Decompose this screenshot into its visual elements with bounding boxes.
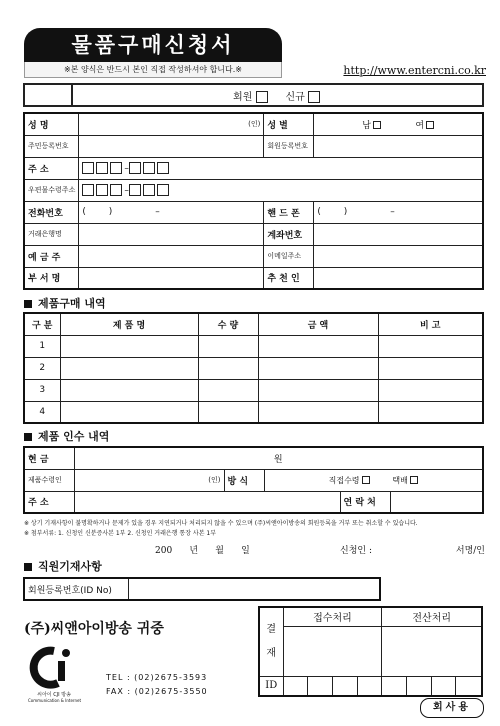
mail-address-label: 우편물수령주소 <box>24 179 79 201</box>
dept-field[interactable] <box>79 267 264 289</box>
square-bullet-icon <box>24 433 32 441</box>
purchase-header-remarks: 비 고 <box>378 313 483 335</box>
referrer-field[interactable] <box>314 267 483 289</box>
office-use-badge: 회사용 <box>420 698 484 718</box>
reception-sign-field[interactable] <box>283 626 382 676</box>
depositor-label: 예 금 주 <box>24 245 79 267</box>
table-row: 1 <box>24 335 60 357</box>
female-checkbox[interactable] <box>426 121 434 129</box>
gender-field <box>314 113 483 135</box>
male-label: 남 <box>362 120 371 131</box>
direct-checkbox[interactable] <box>362 476 370 484</box>
purchase-header-quantity: 수 량 <box>198 313 258 335</box>
reception-label: 접수처리 <box>283 607 382 626</box>
purchase-header-amount: 금 액 <box>258 313 378 335</box>
table-row: 4 <box>24 401 60 423</box>
note-line-2: ※ 첨부서류: 1. 신청인 신분증사본 1부 2. 신청인 거래은행 통장 사본 1부 <box>24 530 217 537</box>
applicant-table <box>23 112 484 290</box>
email-field[interactable] <box>314 245 483 267</box>
purchase-section-title: 제품구매 내역 <box>24 295 106 311</box>
staff-table <box>23 577 381 601</box>
member-checkbox[interactable] <box>256 91 268 103</box>
member-label: 회원 <box>233 91 253 103</box>
mail-address-field[interactable]: – <box>79 179 483 201</box>
dept-label: 부 서 명 <box>24 267 79 289</box>
square-bullet-icon <box>24 300 32 308</box>
table-row: 2 <box>24 357 60 379</box>
address-field[interactable]: – <box>79 157 483 179</box>
member-no-field[interactable] <box>314 135 483 157</box>
female-label: 여 <box>415 120 425 131</box>
gender-label: 성 별 <box>264 113 314 135</box>
company-fax: FAX : (02)2675-3550 <box>106 687 208 696</box>
jumin-label: 주민등록번호 <box>24 135 79 157</box>
receipt-address-field[interactable] <box>74 491 340 513</box>
website-link[interactable]: http://www.entercni.co.kr <box>343 64 486 77</box>
name-field[interactable] <box>79 113 264 135</box>
name-label: 성 명 <box>24 113 79 135</box>
computer-label: 전산처리 <box>382 607 482 626</box>
company-tel: TEL : (02)2675-3593 <box>106 673 208 682</box>
mobile-label: 핸 드 폰 <box>264 201 314 223</box>
address-label: 주 소 <box>24 157 79 179</box>
staff-member-no-label: 회원등록번호(ID No) <box>24 578 128 600</box>
bank-label: 거래은행명 <box>24 223 79 245</box>
note-line-1: ※ 상기 기재사항이 불명확하거나 문제가 있을 경우 지연되거나 처리되지 않을 수 있으며 (주)씨앤아이방송의 회원등록을 거부 또는 취소할 수 있습니다. <box>24 520 418 527</box>
contact-field[interactable] <box>390 491 483 513</box>
id-label: ID <box>259 676 283 696</box>
square-bullet-icon <box>24 563 32 571</box>
new-label: 신규 <box>285 91 305 103</box>
name-seal: (인) <box>248 120 261 129</box>
member-no-label: 회원등록번호 <box>264 135 314 157</box>
mobile-field[interactable]: ( ) – <box>314 201 483 223</box>
purchase-header-product: 제 품 명 <box>60 313 198 335</box>
account-label: 계좌번호 <box>264 223 314 245</box>
date-line: 200 년 월 일 신청인 : 서명/인 <box>155 546 485 556</box>
form-title: 물품구매신청서 <box>24 28 282 62</box>
member-type-table <box>23 83 484 107</box>
courier-checkbox[interactable] <box>410 476 418 484</box>
staff-member-no-field[interactable] <box>128 578 380 600</box>
receipt-address-label: 주 소 <box>24 491 74 513</box>
phone-field[interactable]: ( ) – <box>79 201 264 223</box>
jumin-field[interactable] <box>79 135 264 157</box>
table-row: 3 <box>24 379 60 401</box>
cash-field[interactable]: 원 <box>74 447 483 469</box>
purchase-table <box>23 312 484 424</box>
computer-sign-field[interactable] <box>382 626 482 676</box>
receipt-section-title: 제품 인수 내역 <box>24 428 109 444</box>
staff-section-title: 직원기재사항 <box>24 558 102 574</box>
email-label: 이메일주소 <box>264 245 314 267</box>
receipt-table <box>23 446 484 514</box>
cash-label: 현 금 <box>24 447 74 469</box>
receiver-field[interactable]: (인) <box>74 469 224 491</box>
new-checkbox[interactable] <box>308 91 320 103</box>
company-name: (주)씨앤아이방송 귀중 <box>24 621 164 637</box>
phone-label: 전화번호 <box>24 201 79 223</box>
depositor-field[interactable] <box>79 245 264 267</box>
method-label: 방 식 <box>224 469 264 491</box>
receiver-label: 제품수령인 <box>24 469 74 491</box>
purchase-header-category: 구 분 <box>24 313 60 335</box>
form-notice: ※본 양식은 반드시 본인 직접 작성하셔야 합니다.※ <box>24 62 282 78</box>
method-field: 직접수령 택배 <box>264 469 483 491</box>
male-checkbox[interactable] <box>373 121 381 129</box>
account-field[interactable] <box>314 223 483 245</box>
contact-label: 연 락 처 <box>340 491 390 513</box>
company-logo-icon: 씨아이 CJI 방송 Communication & Internet <box>28 645 80 697</box>
approval-label: 결 재 <box>259 607 283 676</box>
bank-field[interactable] <box>79 223 264 245</box>
approval-table <box>258 606 483 697</box>
referrer-label: 추 천 인 <box>264 267 314 289</box>
